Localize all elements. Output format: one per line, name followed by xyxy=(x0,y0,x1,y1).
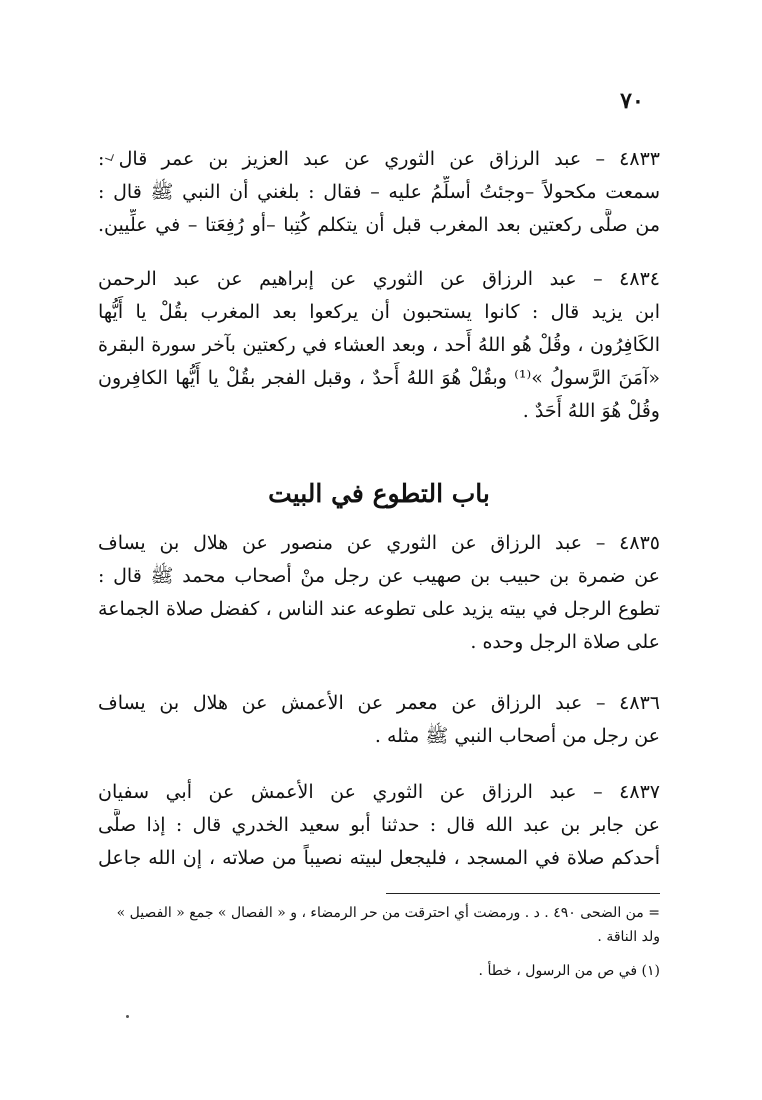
footnotes xyxy=(98,901,660,983)
text-line: عن جابر بن عبد الله قال : حدثنا أبو سعيد الخدري قال : إذا صلَّى xyxy=(98,814,660,836)
text-line: تطوع الرجل في بيته يزيد على تطوعه عند الناس ، كفضل صلاة الجماعة xyxy=(98,598,660,620)
footnote-line: ولد الناقة . xyxy=(597,929,660,945)
margin-dot xyxy=(126,1015,129,1018)
text-line: ٤٨٣٥ – عبد الرزاق عن الثوري عن منصور عن هلال بن يساف xyxy=(98,532,660,554)
text-line: على صلاة الرجل وحده . xyxy=(470,631,660,653)
text-line: ابن يزيد قال : كانوا يستحبون أن يركعوا بعد المغرب بقُلْ يا أَيُّها xyxy=(98,301,660,323)
text-line: ٤٨٣٤ – عبد الرزاق عن الثوري عن إبراهيم عن عبد الرحمن xyxy=(98,268,660,290)
text-line: عن ضمرة بن حبيب بن صهيب عن رجل منْ أصحاب محمد ﷺ قال : xyxy=(98,565,660,587)
page-number: ٧٠ xyxy=(620,88,644,114)
footnote-line: = من الضحى ٤٩٠ . د . ورمضت أي احترقت من حر الرمضاء ، و « الفصال » جمع « الفصيل » xyxy=(116,905,660,921)
hadith-4836 xyxy=(98,687,660,753)
text-line: سمعت مكحولاً –وجئتُ أسلِّمُ عليه – فقال : بلغني أن النبي ﷺ قال : xyxy=(98,181,660,203)
chapter-heading: باب التطوع في البيت xyxy=(268,479,490,508)
text-line: ٤٨٣٦ – عبد الرزاق عن معمر عن الأعمش عن هلال بن يساف xyxy=(98,692,660,714)
text-line: عن رجل من أصحاب النبي ﷺ مثله . xyxy=(374,725,660,747)
hadith-4837 xyxy=(98,776,660,875)
text-line: «آمَنَ الرَّسولُ »⁽¹⁾ وبقُلْ هُوَ اللهُ أَحدٌ ، وقبل الفجر بقُلْ يا أَيُّها الكافِرون xyxy=(98,367,660,389)
hadith-4834 xyxy=(98,263,660,428)
footnote-1: (١) في ص من الرسول ، خطأ . xyxy=(478,963,660,979)
text-line: ٤٨٣٧ – عبد الرزاق عن الثوري عن الأعمش عن أبي سفيان xyxy=(98,781,660,803)
hadith-4835 xyxy=(98,527,660,659)
text-line: من صلَّى ركعتين بعد المغرب قبل أن يتكلم كُتِبا –أو رُفِعَتا – في علِّيين. xyxy=(98,214,660,236)
footnote-divider xyxy=(386,893,660,894)
hadith-4833 xyxy=(98,143,660,242)
text-line: وقُلْ هُوَ اللهُ أَحَدٌ . xyxy=(522,400,660,422)
text-line: ٤٨٣٣ – عبد الرزاق عن الثوري عن عبد العزيز بن عمر قال : xyxy=(98,148,660,170)
text-line: الكَافِرُون ، وقُلْ هُو اللهُ أَحد ، وبعد العشاء في ركعتين بآخر سورة البقرة xyxy=(98,334,660,356)
text-line: أحدكم صلاة في المسجد ، فليجعل لبيته نصيباً من صلاته ، إن الله جاعل xyxy=(98,847,660,869)
